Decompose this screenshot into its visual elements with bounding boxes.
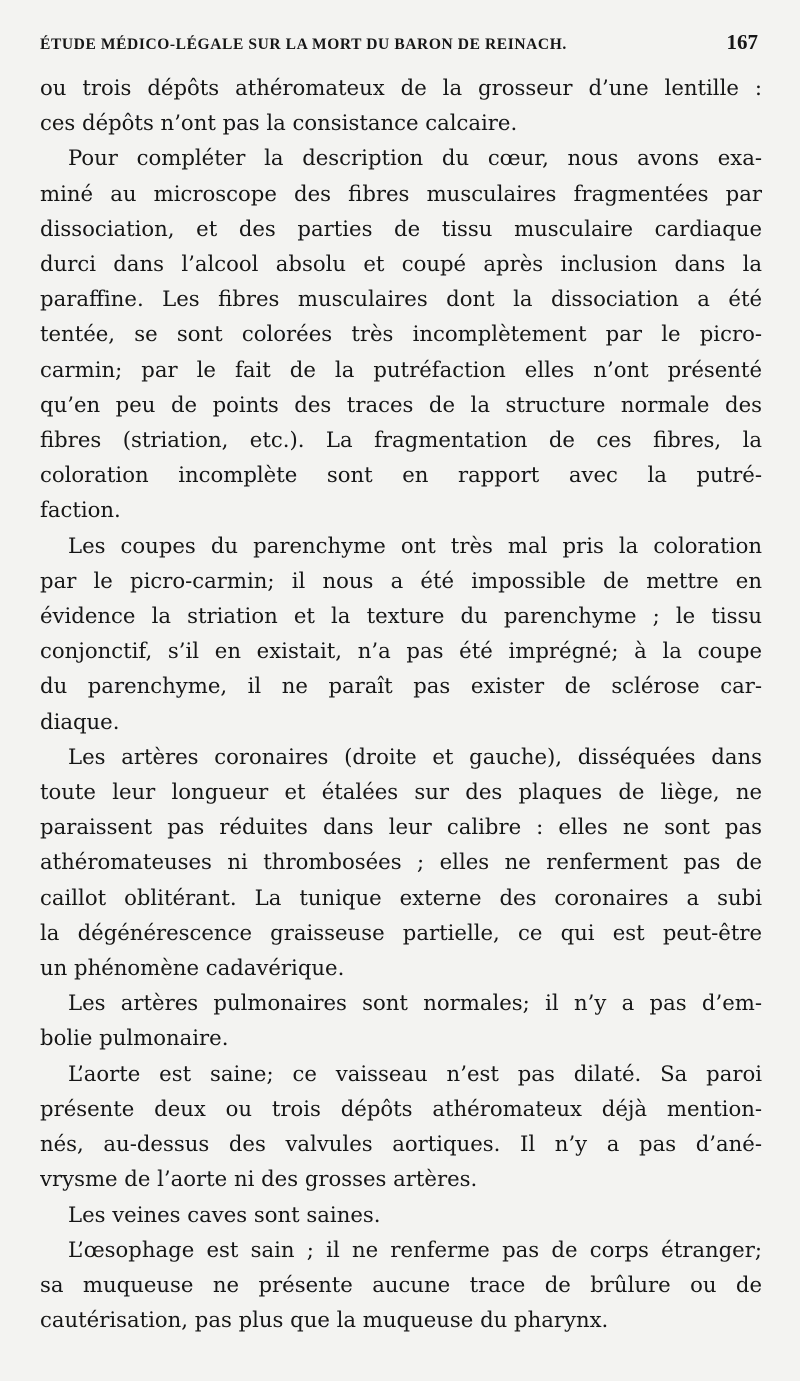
text-line: diaque. (40, 708, 120, 734)
text-line: athéromateuses ni thrombosées ; elles ne renferment pas de (40, 849, 762, 875)
paragraph (40, 1197, 762, 1232)
text-line: Les artères pulmonaires sont normales; il n’y a pas d’em- (68, 990, 762, 1016)
text-line: sa muqueuse ne présente aucune trace de brûlure ou de (40, 1271, 762, 1297)
text-line: paraissent pas réduites dans leur calibre : elles ne sont pas (40, 814, 762, 840)
text-line: la dégénérescence graisseuse partielle, ce qui est peut-être (40, 919, 762, 945)
running-header (40, 30, 762, 70)
paragraph (40, 70, 762, 140)
paragraph (40, 739, 762, 985)
text-line: paraffine. Les fibres musculaires dont la dissociation a été (40, 286, 762, 312)
paragraph (40, 140, 762, 527)
text-line: conjonctif, s’il en existait, n’a pas été imprégné; à la coupe (40, 638, 762, 664)
text-line: toute leur longueur et étalées sur des plaques de liège, ne (40, 779, 762, 805)
text-line: L’œsophage est sain ; il ne renferme pas de corps étranger; (68, 1236, 762, 1262)
text-line: présente deux ou trois dépôts athéromateux déjà mention- (40, 1095, 762, 1121)
text-line: coloration incomplète sont en rapport avec la putré- (40, 462, 762, 488)
text-line: du parenchyme, il ne paraît pas exister de sclérose car- (40, 673, 762, 699)
text-line: qu’en peu de points des traces de la structure normale des (40, 391, 762, 417)
text-line: L’aorte est saine; ce vaisseau n’est pas dilaté. Sa paroi (68, 1060, 762, 1086)
running-title: ÉTUDE MÉDICO-LÉGALE SUR LA MORT DU BARON DE REINACH. (40, 36, 567, 53)
paragraph (40, 528, 762, 739)
text-line: fibres (striation, etc.). La fragmentation de ces fibres, la (40, 427, 762, 453)
text-line: cautérisation, pas plus que la muqueuse du pharynx. (40, 1307, 609, 1333)
text-line: tentée, se sont colorées très incomplètement par le picro- (40, 321, 762, 347)
paragraph (40, 985, 762, 1055)
text-line: ou trois dépôts athéromateux de la grosseur d’une lentille : (40, 75, 762, 100)
text-line: évidence la striation et la texture du parenchyme ; le tissu (40, 603, 762, 629)
paragraph (40, 1232, 762, 1338)
text-line: vrysme de l’aorte ni des grosses artères. (40, 1166, 478, 1192)
text-line: un phénomène cadavérique. (40, 955, 345, 981)
text-line: Pour compléter la description du cœur, nous avons exa- (68, 145, 762, 171)
text-line: Les artères coronaires (droite et gauche), disséquées dans (68, 743, 762, 769)
text-line: ces dépôts n’ont pas la consistance calcaire. (40, 110, 518, 136)
text-line: carmin; par le fait de la putréfaction elles n’ont présenté (40, 356, 762, 382)
text-line: bolie pulmonaire. (40, 1025, 229, 1051)
paragraph (40, 1056, 762, 1197)
body-text (40, 70, 762, 1337)
text-line: durci dans l’alcool absolu et coupé après inclusion dans la (40, 251, 762, 277)
text-line: caillot oblitérant. La tunique externe des coronaires a subi (40, 884, 762, 910)
text-line: miné au microscope des fibres musculaires fragmentées par (40, 180, 762, 206)
text-line: Les veines caves sont saines. (68, 1201, 381, 1227)
text-line: par le picro-carmin; il nous a été impossible de mettre en (40, 567, 762, 593)
text-line: faction. (40, 497, 121, 523)
text-line: dissociation, et des parties de tissu musculaire cardiaque (40, 215, 762, 241)
page-number: 167 (726, 30, 758, 54)
text-line: nés, au-dessus des valvules aortiques. Il n’y a pas d’ané- (40, 1131, 762, 1157)
text-line: Les coupes du parenchyme ont très mal pris la coloration (68, 532, 762, 558)
